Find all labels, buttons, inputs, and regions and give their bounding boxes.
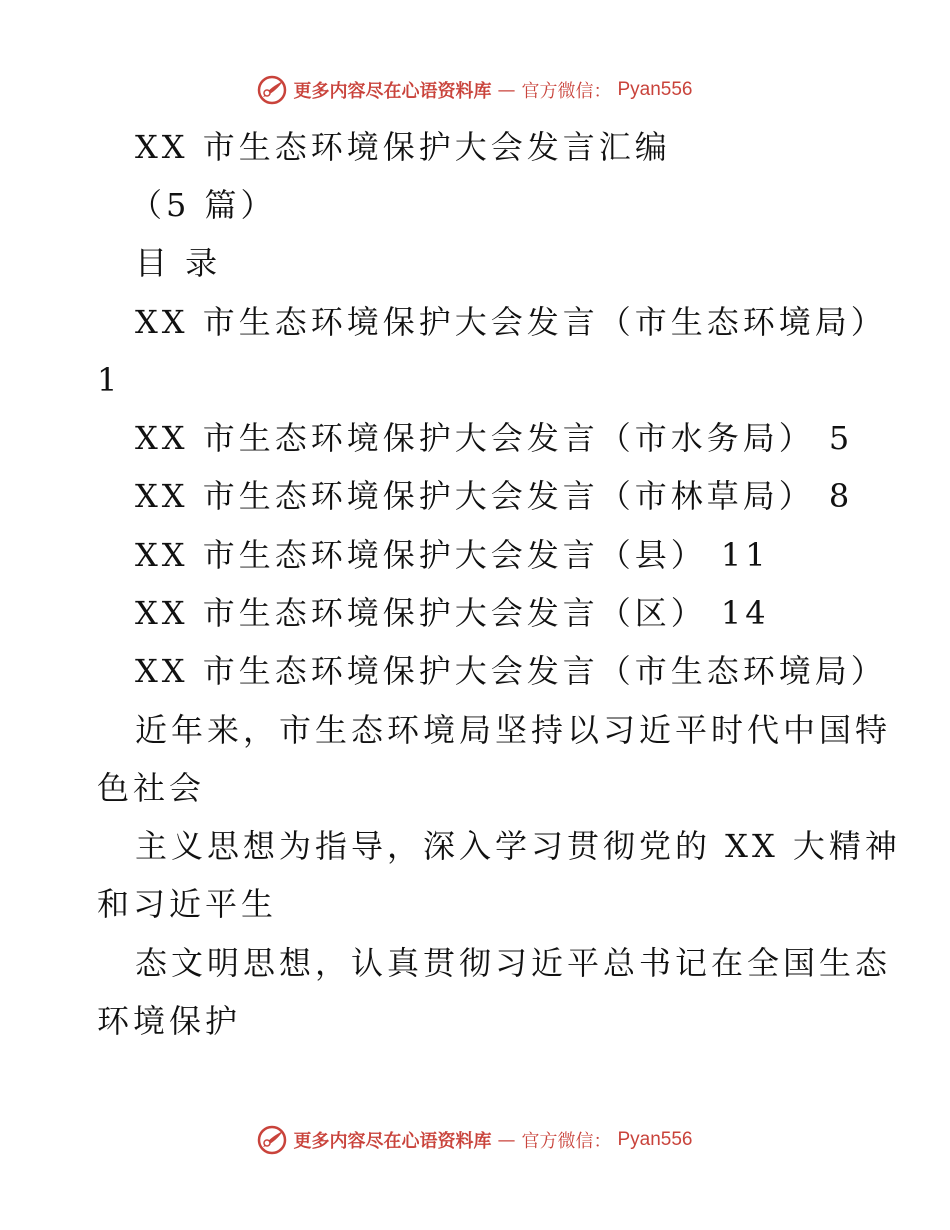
banner-dash: — [497,1129,516,1151]
banner-dash: — [497,79,516,101]
banner-main-text: 更多内容尽在心语资料库 [293,81,492,102]
body-line: 近年来，市生态环境局坚持以习近平时代中国特 [135,711,892,749]
body-line: 主义思想为指导，深入学习贯彻党的 XX 大精神 [135,827,901,865]
banner-wechat-label: 官方微信： [521,81,612,102]
header-banner [0,70,950,110]
toc-entry[interactable]: XX 市生态环境保护大会发言（区） 14 [135,594,770,632]
footer-banner [0,1120,950,1160]
toc-entry[interactable]: XX 市生态环境保护大会发言（市水务局） 5 [135,419,854,457]
body-line: 和习近平生 [97,885,278,923]
section-title: XX 市生态环境保护大会发言（市生态环境局） [135,652,887,690]
banner-wechat-label: 官方微信： [521,1131,612,1152]
banner-wechat-id: Pyan556 [617,79,693,100]
toc-entry[interactable]: XX 市生态环境保护大会发言（县） 11 [135,536,770,574]
banner-wechat-id: Pyan556 [617,1129,693,1150]
toc-heading: 目 录 [135,244,222,282]
quill-logo-icon [257,75,287,105]
quill-logo-icon [257,1125,287,1155]
toc-entry[interactable]: XX 市生态环境保护大会发言（市林草局） 8 [135,477,854,515]
body-line: 环境保护 [97,1002,242,1040]
document-count: （5 篇） [130,186,277,224]
body-line: 态文明思想，认真贯彻习近平总书记在全国生态 [135,944,892,982]
document-title: XX 市生态环境保护大会发言汇编 [135,128,671,166]
body-line: 色社会 [97,769,206,807]
banner-main-text: 更多内容尽在心语资料库 [293,1131,492,1152]
toc-entry-page[interactable]: 1 [97,361,122,399]
toc-entry[interactable]: XX 市生态环境保护大会发言（市生态环境局） [135,303,887,341]
